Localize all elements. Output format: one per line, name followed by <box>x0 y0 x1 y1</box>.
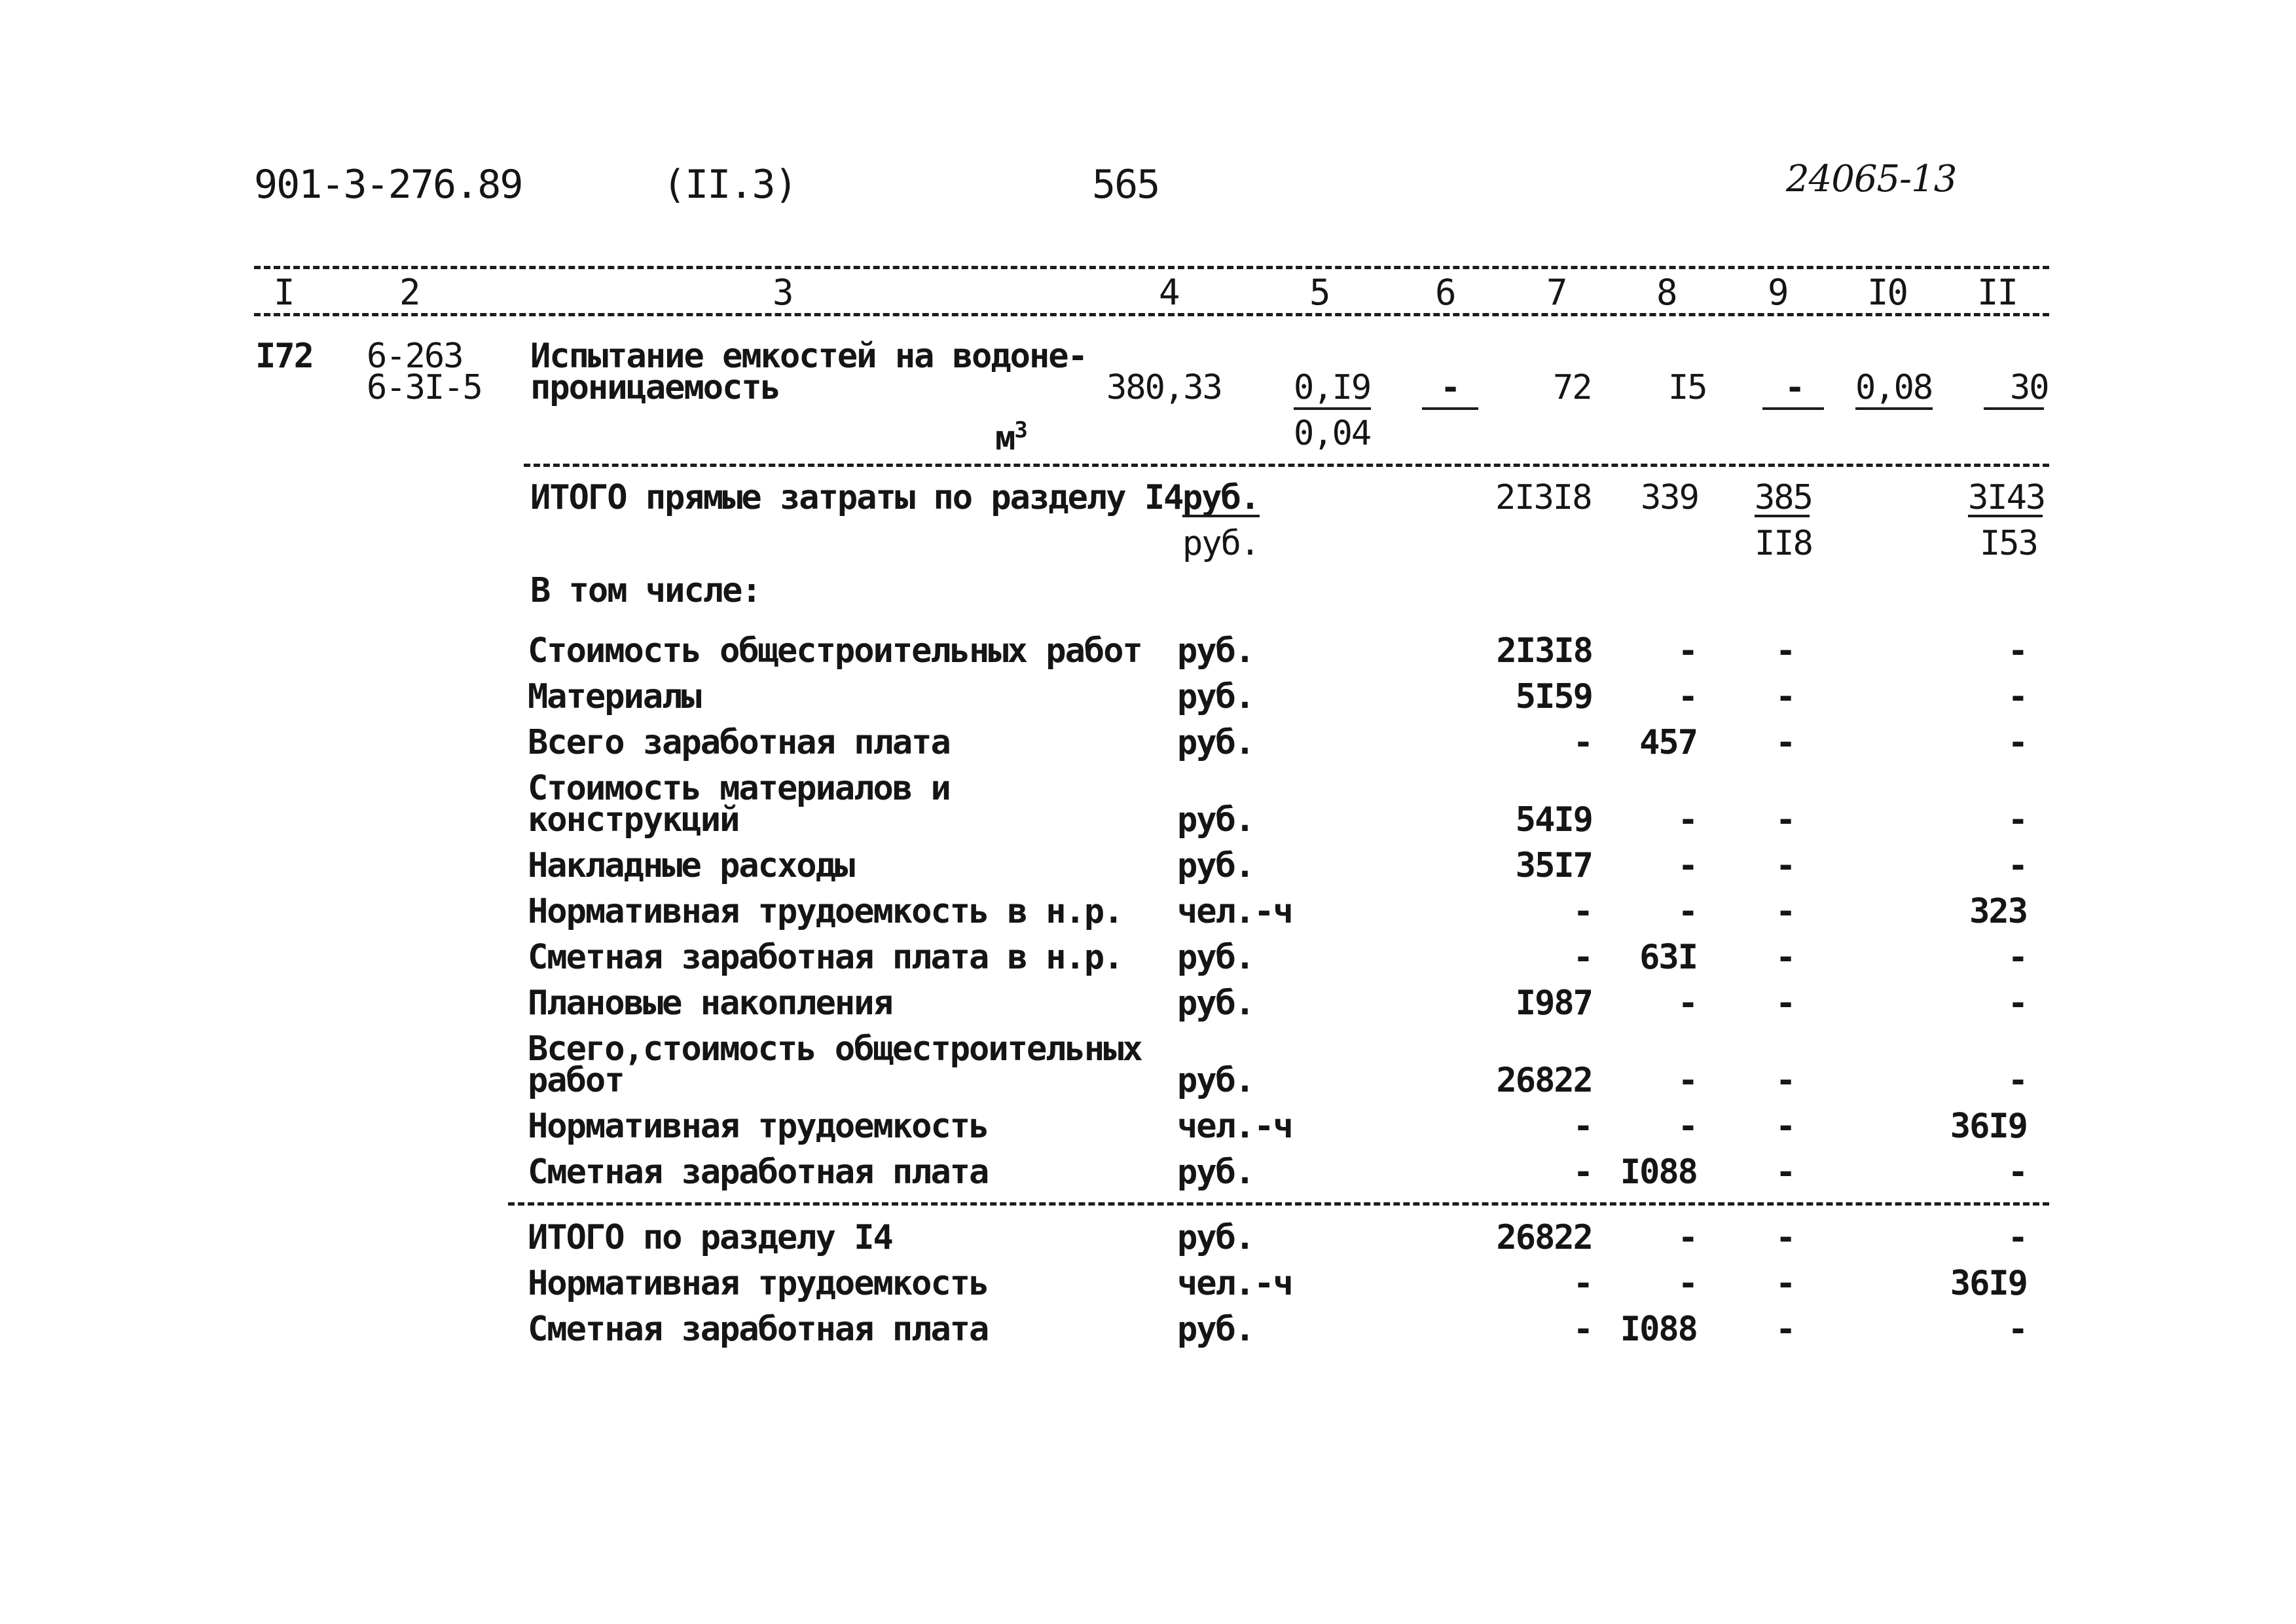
row-0-col7: 2I3I8 <box>1496 631 1592 671</box>
total-1-col9: - <box>1776 1264 1795 1303</box>
row-1-unit: руб. <box>1177 677 1254 716</box>
row-7-unit: руб. <box>1177 984 1254 1023</box>
total-0-col9: - <box>1776 1218 1795 1257</box>
col-num-3: 3 <box>773 272 793 313</box>
item-code-2: 6-3I-5 <box>367 368 482 407</box>
total-0-label: ИТОГО по разделу I4 <box>528 1218 892 1257</box>
row-7-col8: - <box>1677 984 1697 1023</box>
direct-total-label: ИТОГО прямые затраты по разделу I4 <box>530 478 1183 517</box>
row-2-col11: - <box>2007 723 2027 762</box>
item-quantity: 380,33 <box>1106 368 1222 407</box>
row-8-col7: 26822 <box>1496 1061 1592 1100</box>
row-10-col11: - <box>2007 1153 2027 1192</box>
row-9-col7: - <box>1573 1107 1592 1146</box>
row-8-unit: руб. <box>1177 1061 1254 1100</box>
page-number: 565 <box>1092 162 1159 208</box>
row-3-col11: - <box>2007 800 2027 840</box>
total-2-col8: I088 <box>1620 1310 1697 1349</box>
handwritten-number: 24065-13 <box>1786 158 1957 200</box>
col-num-8: 8 <box>1656 272 1677 313</box>
item-unit-base: м <box>995 418 1015 458</box>
row-1-label: Материалы <box>528 677 701 716</box>
row-2-col9: - <box>1776 723 1795 762</box>
row-7-col9: - <box>1776 984 1795 1023</box>
row-1-col9: - <box>1776 677 1795 716</box>
row-8-col8: - <box>1677 1061 1697 1100</box>
header-bottom-rule <box>254 313 2049 316</box>
total-2-col11: - <box>2007 1310 2027 1349</box>
row-9-label: Нормативная трудоемкость <box>528 1107 989 1146</box>
row-2-label: Всего заработная плата <box>528 723 950 762</box>
col-num-2: 2 <box>399 272 420 313</box>
row-9-unit: чел.-ч <box>1177 1107 1292 1146</box>
row-6-col8: 63I <box>1639 938 1697 977</box>
total-1-col7: - <box>1573 1264 1592 1303</box>
col-num-10: I0 <box>1867 272 1908 313</box>
row-3-col8: - <box>1677 800 1697 840</box>
row-6-unit: руб. <box>1177 938 1254 977</box>
col-num-1: I <box>274 272 294 313</box>
col-num-5: 5 <box>1309 272 1330 313</box>
direct-total-unit-bottom: руб. <box>1182 524 1260 563</box>
total-1-col8: - <box>1677 1264 1697 1303</box>
row-0-col9: - <box>1776 631 1795 671</box>
row-9-col8: - <box>1677 1107 1697 1146</box>
direct-total-unit-top: руб. <box>1182 478 1260 517</box>
row-5-col8: - <box>1677 892 1697 931</box>
row-7-col7: I987 <box>1515 984 1592 1023</box>
direct-total-col9-bottom: II8 <box>1755 524 1812 563</box>
row-5-col11: 323 <box>1969 892 2027 931</box>
direct-total-col9-line <box>1755 515 1810 517</box>
row-1-col8: - <box>1677 677 1697 716</box>
section-total-rule <box>508 1202 2049 1206</box>
row-6-col7: - <box>1573 938 1592 977</box>
row-4-col11: - <box>2007 846 2027 885</box>
row-3-unit: руб. <box>1177 800 1254 840</box>
section-reference: (II.3) <box>663 162 797 208</box>
row-6-col11: - <box>2007 938 2027 977</box>
row-10-col7: - <box>1573 1153 1592 1192</box>
col9-fraction-line <box>1762 407 1824 410</box>
item-code-1: 6-263 <box>367 337 463 376</box>
row-4-col8: - <box>1677 846 1697 885</box>
item-col11: 30 <box>2010 368 2049 407</box>
total-1-col11: 36I9 <box>1950 1264 2027 1303</box>
total-0-col7: 26822 <box>1496 1218 1592 1257</box>
total-2-label: Сметная заработная плата <box>528 1310 989 1349</box>
row-6-label: Сметная заработная плата в н.р. <box>528 938 1123 977</box>
document-code: 901-3-276.89 <box>254 162 522 208</box>
col-num-11: II <box>1977 272 2018 313</box>
row-8-col9: - <box>1776 1061 1795 1100</box>
total-0-unit: руб. <box>1177 1218 1254 1257</box>
row-2-unit: руб. <box>1177 723 1254 762</box>
row-3-col7: 54I9 <box>1515 800 1592 840</box>
item-bottom-rule <box>524 464 2049 467</box>
item-description-line2: проницаемость <box>530 368 780 407</box>
row-0-col11: - <box>2007 631 2027 671</box>
row-6-col9: - <box>1776 938 1795 977</box>
total-2-col9: - <box>1776 1310 1795 1349</box>
row-10-col9: - <box>1776 1153 1795 1192</box>
row-2-col7: - <box>1573 723 1592 762</box>
row-8-col11: - <box>2007 1061 2027 1100</box>
row-8-label: Всего,стоимость общестроительных <box>528 1029 1142 1069</box>
row-1-col7: 5I59 <box>1515 677 1592 716</box>
direct-total-col8: 339 <box>1641 478 1698 517</box>
row-2-col8: 457 <box>1639 723 1697 762</box>
item-unit-exponent: 3 <box>1014 417 1027 443</box>
item-col10: 0,08 <box>1855 368 1933 407</box>
col-num-6: 6 <box>1435 272 1455 313</box>
col6-fraction-line <box>1422 407 1478 410</box>
item-number: I72 <box>255 337 313 376</box>
row-3-label: Стоимость материалов и <box>528 769 950 808</box>
col-num-4: 4 <box>1159 272 1179 313</box>
row-10-label: Сметная заработная плата <box>528 1153 989 1192</box>
item-col9: - <box>1785 368 1804 407</box>
col-num-7: 7 <box>1546 272 1567 313</box>
direct-total-col9-top: 385 <box>1755 478 1812 517</box>
row-5-col7: - <box>1573 892 1592 931</box>
row-0-label: Стоимость общестроительных работ <box>528 631 1142 671</box>
direct-total-col11-line <box>1968 515 2043 517</box>
row-4-col9: - <box>1776 846 1795 885</box>
row-0-col8: - <box>1677 631 1697 671</box>
row-0-unit: руб. <box>1177 631 1254 671</box>
row-1-col11: - <box>2007 677 2027 716</box>
row-3-col9: - <box>1776 800 1795 840</box>
row-4-label: Накладные расходы <box>528 846 854 885</box>
item-col5-denominator: 0,04 <box>1294 414 1371 453</box>
item-col7: 72 <box>1553 368 1592 407</box>
total-2-unit: руб. <box>1177 1310 1254 1349</box>
row-10-unit: руб. <box>1177 1153 1254 1192</box>
header-top-rule <box>254 266 2049 269</box>
row-7-label: Плановые накопления <box>528 984 892 1023</box>
col10-fraction-line <box>1855 407 1933 410</box>
item-col6: - <box>1440 368 1460 407</box>
including-label: В том числе: <box>530 571 761 610</box>
row-4-col7: 35I7 <box>1515 846 1592 885</box>
row-5-col9: - <box>1776 892 1795 931</box>
item-description-line1: Испытание емкостей на водоне- <box>530 337 1087 376</box>
item-col5-numerator: 0,I9 <box>1294 368 1371 407</box>
direct-total-col11-top: 3I43 <box>1968 478 2045 517</box>
row-9-col11: 36I9 <box>1950 1107 2027 1146</box>
row-9-col9: - <box>1776 1107 1795 1146</box>
total-2-col7: - <box>1573 1310 1592 1349</box>
row-3-label-line2: конструкций <box>528 800 739 840</box>
row-5-label: Нормативная трудоемкость в н.р. <box>528 892 1123 931</box>
total-0-col11: - <box>2007 1218 2027 1257</box>
item-unit <box>995 417 1027 458</box>
row-7-col11: - <box>2007 984 2027 1023</box>
total-1-label: Нормативная трудоемкость <box>528 1264 989 1303</box>
direct-total-col11-bottom: I53 <box>1980 524 2037 563</box>
row-5-unit: чел.-ч <box>1177 892 1292 931</box>
direct-total-col7: 2I3I8 <box>1495 478 1592 517</box>
item-col8: I5 <box>1668 368 1707 407</box>
row-4-unit: руб. <box>1177 846 1254 885</box>
row-10-col8: I088 <box>1620 1153 1697 1192</box>
total-1-unit: чел.-ч <box>1177 1264 1292 1303</box>
total-0-col8: - <box>1677 1218 1697 1257</box>
col5-fraction-line <box>1294 407 1371 410</box>
direct-total-unit-line <box>1182 515 1260 517</box>
col-num-9: 9 <box>1768 272 1788 313</box>
col11-fraction-line <box>1984 407 2044 410</box>
row-8-label-line2: работ <box>528 1061 624 1100</box>
